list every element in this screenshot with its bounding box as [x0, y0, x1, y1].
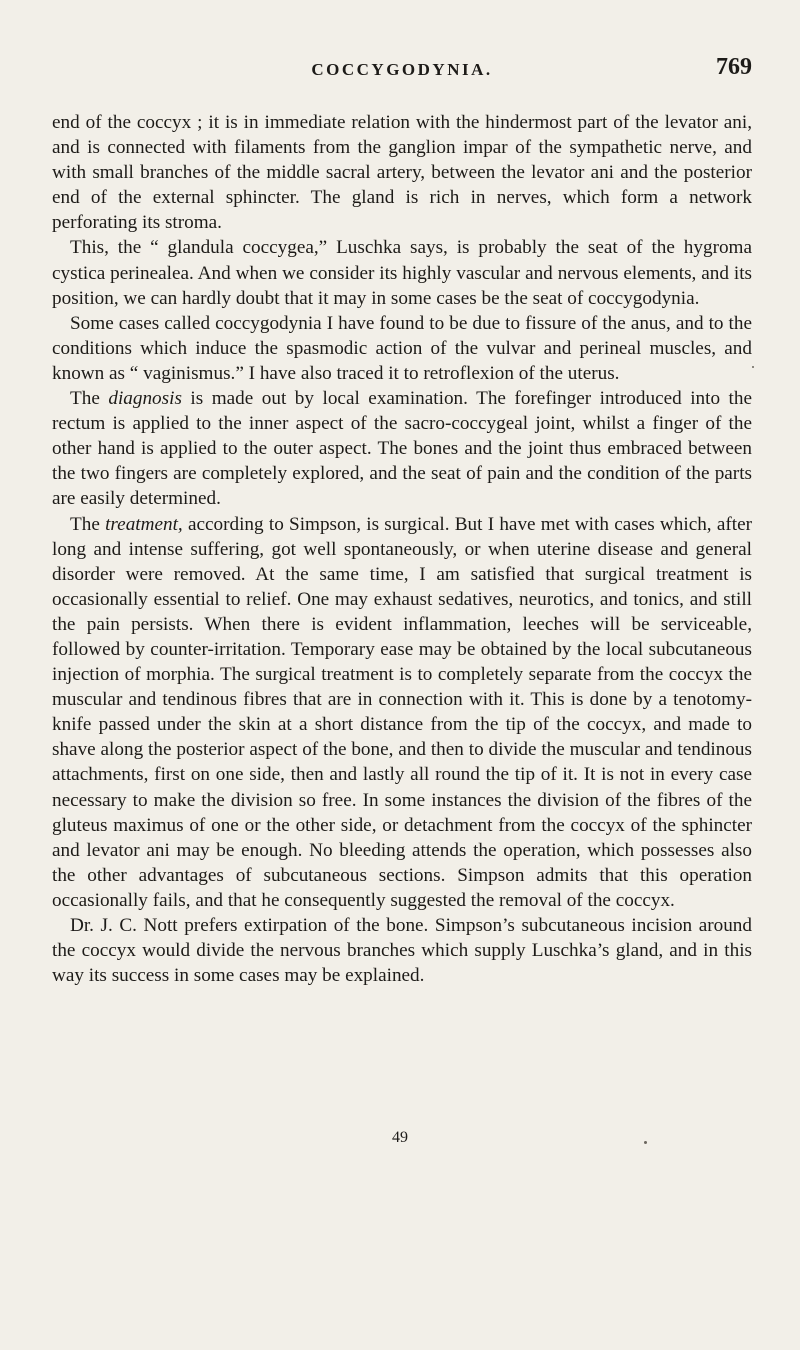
scan-speck: [644, 1141, 647, 1144]
italic-term: diagnosis: [108, 388, 182, 410]
paragraph-lead: The: [70, 388, 109, 410]
paragraph-text: Some cases called coccygodynia I have found to be due to fissure of the anus, and to the conditions which induce the spasmodic action of the vulvar and perineal muscles, and known as “ vaginismus.” I have also traced it to retroflexion of the uterus.: [52, 312, 752, 384]
paragraph: [52, 110, 752, 235]
paragraph-diagnosis: [52, 386, 752, 511]
paragraph-text: is made out by local examination. The forefinger introduced into the rectum is applied to the inner aspect of the sacro-coccygeal joint, whilst a finger of the other hand is applied to the outer aspect. The bones and the joint thus embraced between the two fingers are completely explored, and the seat of pain and the condition of the parts are easily determined.: [52, 388, 752, 510]
running-head: [52, 54, 752, 88]
paragraph-lead: The: [70, 513, 106, 535]
paragraph-text: This, the “ glandula coccygea,” Luschka says, is probably the seat of the hygroma cystica perinealea. And when we consider its highly vascular and nervous elements, and its position, we can hardly doubt that it may in some cases be the seat of coccygodynia.: [52, 237, 752, 309]
body-text: [52, 110, 752, 988]
paragraph-treatment: [52, 512, 752, 914]
paragraph-text: Dr. J. C. Nott prefers extirpation of the bone. Simpson’s subcutaneous incision around the coccyx would divide the nervous branches which supply Luschka’s gland, and in this way its success in some cases may be explained.: [52, 915, 752, 987]
running-title: COCCYGODYNIA.: [311, 60, 493, 79]
paragraph: [52, 311, 752, 386]
page-number: 769: [716, 54, 752, 80]
paragraph-text: end of the coccyx ; it is in immediate relation with the hindermost part of the levator ani, and is connected with filaments from the ganglion impar of the sympathetic nerve, and with small branches of the middle sacral artery, between the levator ani and the posterior end of the external sphincter. The gland is rich in nerves, which form a network perforating its stroma.: [52, 112, 752, 234]
signature-mark: 49: [392, 1129, 408, 1146]
scan-speck: [752, 366, 754, 368]
paragraph-text: according to Simpson, is surgical. But I have met with cases which, after long and intense suffering, got well spontaneously, or when uterine disease and general disorder were removed. At the same time, I am satisfied that surgical treatment is occasionally essential to relief. One may exhaust sedatives, neurotics, and tonics, and still the pain persists. When there is evident inflammation, leeches will be serviceable, followed by counter-irritation. Temporary ease may be obtained by the local subcutaneous injection of morphia. The surgical treatment is to completely separate from the coccyx the muscular and tendinous fibres that are in connection with it. This is done by a tenotomy-knife passed under the skin at a short distance from the tip of the coccyx, and made to shave along the posterior aspect of the bone, and then to divide the muscular and tendinous attachments, first on one side, then and lastly all round the tip of it. It is not in every case necessary to make the division so free. In some instances the division of the fibres of the gluteus maximus of one or the other side, or detachment from the coccyx of the sphincter and levator ani may be enough. No bleeding attends the operation, which possesses also the other advantages of subcutaneous sections. Simpson admits that this operation occasionally fails, and that he consequently suggested the removal of the coccyx.: [52, 513, 752, 911]
paragraph: [52, 913, 752, 988]
paragraph: [52, 235, 752, 310]
italic-term: treatment,: [105, 513, 183, 535]
